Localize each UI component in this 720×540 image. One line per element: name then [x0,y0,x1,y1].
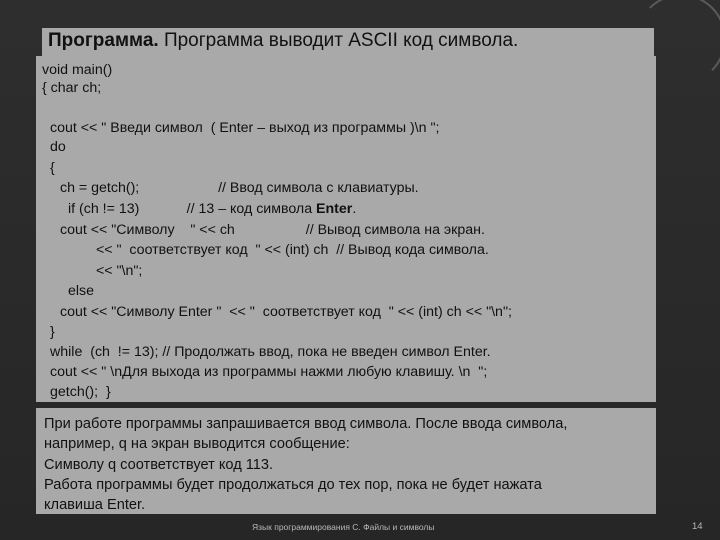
code-text: . [352,201,357,217]
title-text: Программа выводит ASCII код символа. [158,30,519,51]
slide-title [48,30,518,52]
code-line: getch(); } [50,384,111,400]
enter-keyword: Enter [316,201,353,217]
code-line: cout << "Символу " << ch // Вывод символа на экран. [60,222,485,238]
code-line: cout << " \nДля выхода из программы нажми любую клавишу. \n "; [50,364,488,380]
code-line: void main() [42,62,113,78]
code-line: { char ch; [42,80,102,96]
footer-text: Язык программирования С. Файлы и символы [252,522,435,532]
code-line: else [68,283,95,299]
description-line: Работа программы будет продолжаться до тех пор, пока не будет нажата [44,477,542,493]
code-line: ch = getch(); // Ввод символа с клавиатуры. [60,180,419,196]
code-line: cout << "Символу Enter " << " соответствует код " << (int) ch << "\n"; [60,304,512,320]
description-line: например, q на экран выводится сообщение: [44,436,350,452]
description-line: клавиша Enter. [44,497,146,513]
code-line: << " соответствует код " << (int) ch // Вывод кода символа. [96,242,489,258]
code-line: do [50,139,66,155]
title-label: Программа. [48,30,159,51]
page-number: 14 [692,521,703,532]
code-line: cout << " Введи символ ( Enter – выход из программы )\n "; [50,120,440,136]
code-line: } [50,324,55,340]
description-line: При работе программы запрашивается ввод символа. После ввода символа, [44,416,568,432]
code-line: { [50,160,55,176]
code-line: << "\n"; [96,263,143,279]
description-line: Символу q соответствует код 113. [44,457,274,473]
code-text: if (ch != 13) // 13 – код символа [68,201,317,217]
code-line: while (ch != 13); // Продолжать ввод, пока не введен символ Enter. [50,344,491,360]
code-line [68,199,356,219]
